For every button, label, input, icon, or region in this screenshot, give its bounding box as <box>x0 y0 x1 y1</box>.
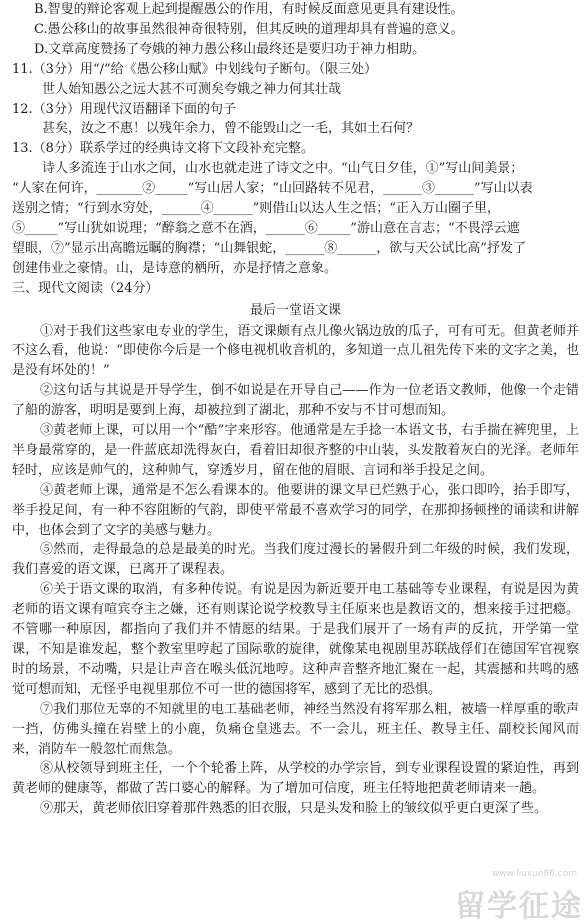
article-paragraph: ⑦我们那位无辜的不知就里的电工基础老师，神经当然没有将军那么粗，被墙一样厚重的歌声一挡，仿佛头撞在岩壁上的小鹿，负痛仓皇逃去。不一会儿，班主任、教导主任、副校长闻风而来，消防车一般忽忙而焦急。 <box>12 701 579 757</box>
question-13-prompt: 13.（8分）联系学过的经典诗文将下文段补充完整。 <box>12 141 314 157</box>
option-c: C.愚公移山的故事虽然很神奇很特别，但其反映的道理却具有普遍的意义。 <box>34 21 464 37</box>
article-paragraph: ②这句话与其说是开导学生，倒不如说是在开导自己——作为一位老语文教师，他像一个走错了船的游客，明明是要到上海，却被拉到了湖北，那种不安与不甘可想而知。 <box>12 383 579 419</box>
question-12-prompt: 12.（3分）用现代汉语翻译下面的句子 <box>12 101 236 117</box>
article-paragraph: ⑤然而，走得最急的总是最美的时光。当我们度过漫长的暑假升到二年级的时候，我们发现，我们喜爱的语文课，已离开了课程表。 <box>12 542 579 578</box>
question-13-line: 创建伟业之豪情。山，是诗意的栖所，亦是抒情之意象。 <box>12 260 338 276</box>
question-13-line: “人家在何许，_______②_____”写山居人家；“山回路转不见君，______③______”写山以表 <box>12 181 533 197</box>
option-b: B.智叟的辩论客观上起到提醒愚公的作用，有时候反面意见更具有建设性。 <box>34 2 464 17</box>
section-heading: 三、现代文阅读（24分） <box>12 280 159 296</box>
question-13-line: 望眼，⑦”显示出高瞻远瞩的胸襟；“山舞银蛇，______⑧______，欲与天公试比高”抒发了 <box>12 240 526 256</box>
option-d: D.文章高度赞扬了夸娥的神力愚公移山最终还是要归功于神力相助。 <box>34 41 426 57</box>
article-paragraph: ④黄老师上课，通常是不怎么看课本的。他要讲的课文早已烂熟于心，张口即吟，抬手即写，举手投足间，有一种不容阻断的气韵，即使平常最不喜欢学习的同学，在那抑扬顿挫的诵读和讲解中，也体会到了文字的美感与魅力。 <box>12 482 579 538</box>
article-title: 最后一堂语文课 <box>249 302 341 318</box>
article-paragraph: ③黄老师上课，可以用一个“酷”字来形容。他通常是左手捻一本语文书，右手揣在裤兜里，上半身最常穿的，是一件蓝底却洗得灰白，看着旧却很齐整的中山装，头发散着灰白的光泽。老师年轻时，应该是帅气的，这种帅气，穿透岁月，留在他的眉眼、言词和举手投足之间。 <box>12 423 579 478</box>
article-paragraph: ⑥关于语文课的取消，有多种传说。有说是因为新近要开电工基础等专业课程，有说是因为黄老师的语文课有喧宾夺主之嫌，还有则谋论说学校教导主任原来也是教语文的，想来接手过把瘾。不管哪一种原因，都指向了我们并不情愿的结果。于是我们展开了一场有声的反抗，开学第一堂课，不知是谁发起，整个教室里哼起了国际歌的旋律，就像某电视剧里苏联战俘们在德国军官视察时的场景，不动嘴，只是让声音在喉头低沉地哼。这种声音整齐地汇聚在一起，其震撼和共鸣的感觉可想而知，无怪乎电视里那位不可一世的德国将军，感到了无比的恐惧。 <box>12 582 579 697</box>
question-13-line: 送别之情；“行到水穷处，______④______”则借山以达人生之悟；“正入万山圈子里， <box>12 201 500 217</box>
question-11-text: 世人始知愚公之远大甚不可测矣夸娥之神力何其壮哉 <box>42 81 342 97</box>
watermark-url: www.liuxue86.com <box>492 869 577 880</box>
article-paragraph: ⑧从校领导到班主任，一个个轮番上阵，从学校的办学宗旨，到专业课程设置的紧迫性，再到黄老师的健康等，都做了苦口婆心的解释。为了增加可信度，班主任特地把黄老师请来一趟。 <box>12 761 579 797</box>
question-12-text: 甚矣，汝之不惠！以残年余力，曾不能毁山之一毛，其如土石何？ <box>42 121 420 137</box>
article-paragraph: ⑨那天，黄老师依旧穿着那件熟悉的旧衣服，只是头发和脸上的皱纹似乎更白更深了些。 <box>40 801 548 817</box>
question-13-line: ⑤_____”写山犹如说理；“醉翁之意不在酒，______⑥_____”游山意在言志；“不畏浮云遮 <box>12 220 520 236</box>
question-11-prompt: 11.（3分）用“/”给《愚公移山赋》中划线句子断句。（限三处） <box>12 61 378 77</box>
watermark-logo: 留学征途 <box>455 889 583 924</box>
question-13-line: 诗人多流连于山水之间，山水也就走进了诗文之中。“山气日夕佳，①”写山间美景； <box>42 161 524 177</box>
article-paragraph: ①对于我们这些家电专业的学生，语文课颇有点儿像火锅边放的瓜子，可有可无。但黄老师并不这么看，他说：“即使你今后是一个修电视机收音机的，多知道一点儿祖先传下来的文字之美，也是没有坏处的！” <box>12 323 579 379</box>
